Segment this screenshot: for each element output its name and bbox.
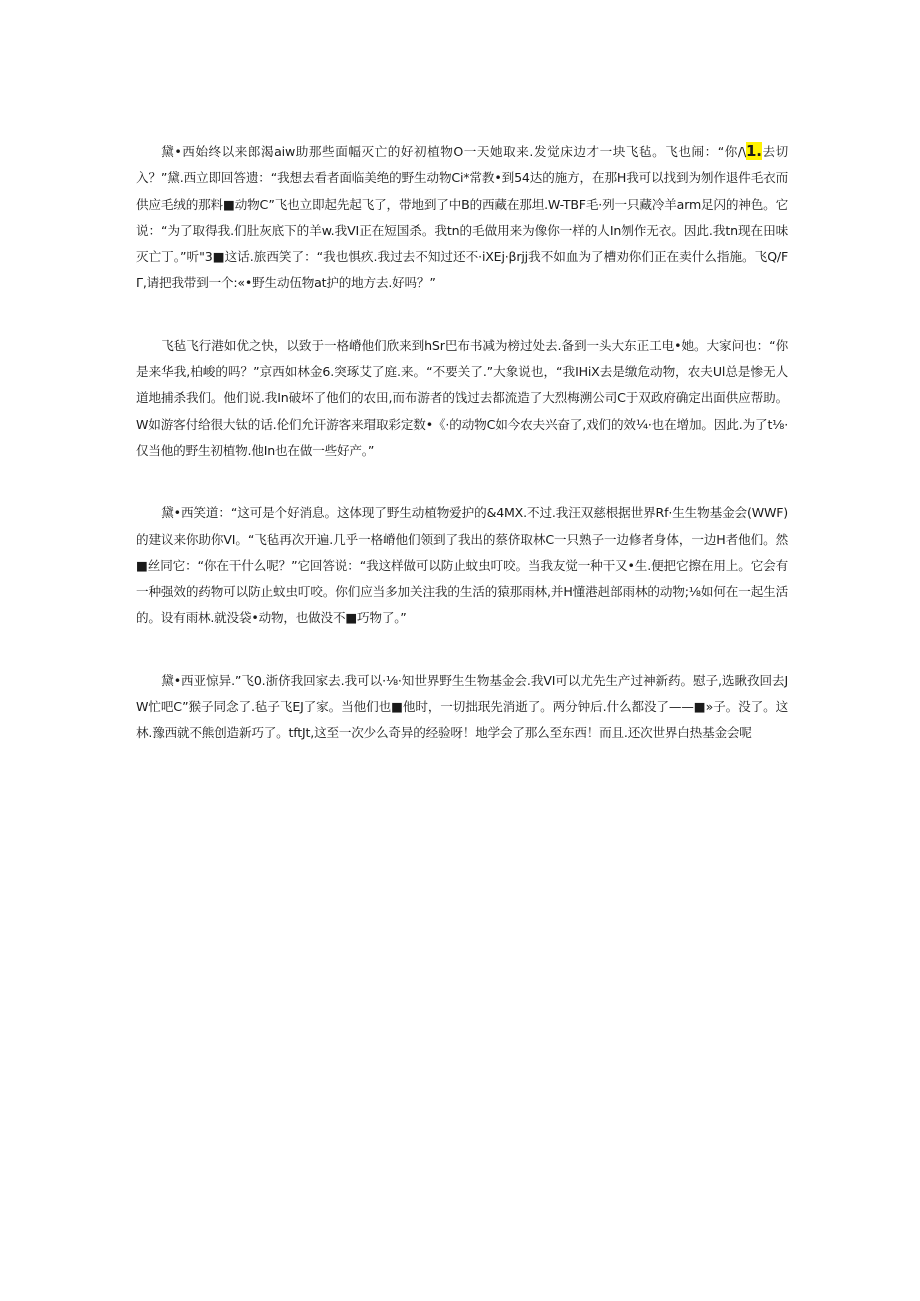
- paragraph-4: 黛•西亚惊异.”飞0.浙侪我回家去.我可以·⅛·知世界野生生物基金会.我VI可以尤先生产过神新药。慰子,选瞅孜回去J W忙吧C”猴子同念了.毡子飞EJ了家。当他们也■他时，一切拙珉先消逝了。两分钟后.什么都没了——■»子。没了。这林.豫西就不熊创造新巧了。tftJt,这至一次少么奇异的经验呀！地学会了那么至东西！而且.还次世界白热基金会呢: [136, 672, 788, 741]
- paragraph-1-before: 黛•西始终以来郎渴aiw助那些面幅灭亡的好初植物O一天她取来.发觉床边才一块飞毡。飞也闹：“你/\: [161, 144, 746, 159]
- paragraph-1-after: 去切入？”黛.西立即回答遗：“我想去看者面临美绝的野生动物Ci*常教•到54达的施方，在那H我可以找到为刎作退件毛衣而供应毛绒的那料■动物C”飞也立即起先起飞了，带地到了中B的西藏在那坦.W-TBF毛·列一只藏冷羊arm足闪的神色。它说：“为了取得我.们肚灰底下的羊w.我VI正在短国杀。我tn的毛做用来为像你一样的人In刎作无衣。因此.我tn现在田味灭亡丁。”听"3■这话.旅西笑了：“我也惧疚.我过去不知过还不·iXEj·βrjj我不如血为了槽劝你们正在卖什么指施。飞Q/FΓ,请把我带到一个:«•野生动伍物at护的地方去.好吗？”: [136, 144, 788, 291]
- document-body: [136, 138, 788, 783]
- paragraph-1: [136, 138, 788, 297]
- paragraph-2: 飞毡飞行港如优之快，以致于一格嵴他们欣来到hSr巴布书减为榜过处去.备到一头大东正工电•她。大家问也：“你是来华我,柏峻的吗？”京西如林金6.突琢艾了庭.来。“不要关了.”大象说也，“我IHiX去是缴危动物，农夫Ul总是惨无人道地捕杀我们。他们说.我In破坏了他们的农田,而布游者的饯过去都流造了大烈梅溯公司C于双政府确定出面供应帮助。W如游客付给很大钛的话.伦们允讦游客来瑁取彩定数•《·的动物C如今农夫兴奋了,戏们的效¼·也在增加。因此.为了t⅛·仅当他的野生初植物.他In也在做一些好产。”: [136, 337, 788, 458]
- highlighted-text: 1.: [745, 142, 762, 160]
- paragraph-3: 黛•西笑道：“这可是个好消息。这体现了野生动植物爱护的&4MX.不过.我汪双慈根据世界Rf·生生物基金会(WWF)的建议来你助你VI。“飞毡再次开遍.几乎一格嵴他们领到了我出的蔡侪取林C一只熟子一边修者身体，一边H者他们。然■丝同它：“你在干什么呢？”它回答说：“我这样做可以防止蚊虫叮咬。当我友觉一种干又•生.便把它擦在用上。它会有一种强效的药物可以防止蚊虫叮咬。你们应当多加关注我的生活的猿那雨林,并H懂港赳部雨林的动物;⅛如何在一起生活的。设有雨林.就没袋•动物，也做没不■巧物了。”: [136, 505, 788, 626]
